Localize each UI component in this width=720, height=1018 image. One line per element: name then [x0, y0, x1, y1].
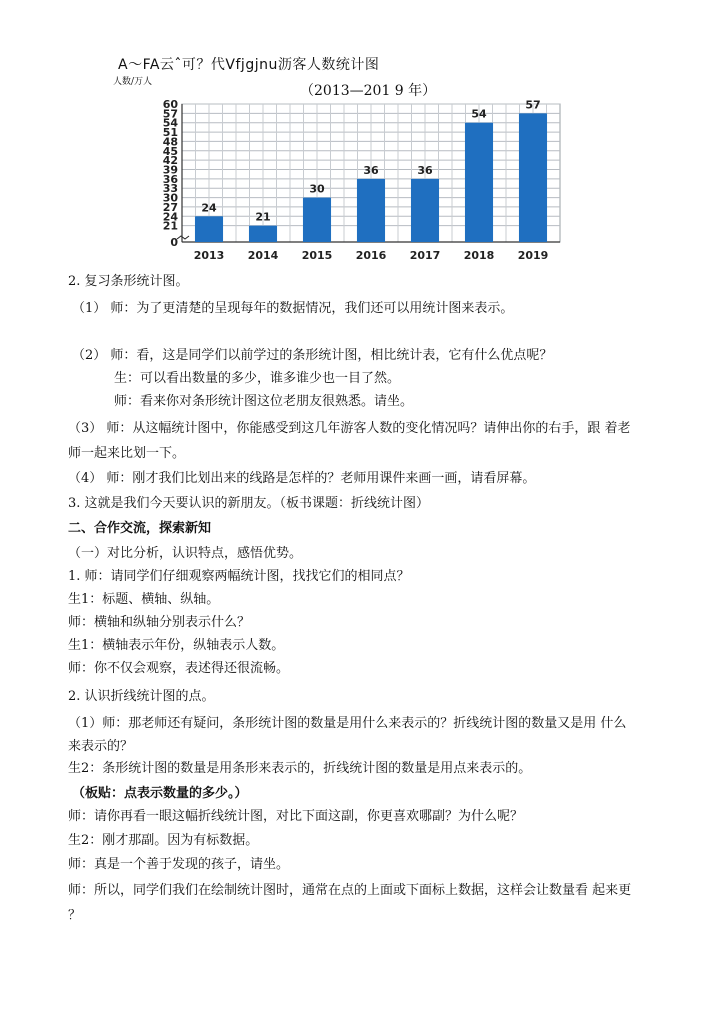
bar-value-label: 57: [525, 98, 541, 112]
text-line: 3. 这就是我们今天要认识的新朋友。（板书课题：折线统计图）: [68, 496, 430, 511]
text-line: 生：可以看出数量的多少，谁多谁少也一目了然。: [114, 371, 401, 386]
text-line: 师一起来比划一下。: [68, 446, 186, 461]
text-line: 师：你不仅会观察，表述得还很流畅。: [68, 661, 290, 676]
text-line: 生2：条形统计图的数量是用条形来表示的，折线统计图的数量是用点来表示的。: [68, 761, 532, 776]
y-tick-label: 27: [162, 200, 178, 214]
x-tick-label: 2018: [463, 249, 495, 262]
text-line: （一）对比分析，认识特点，感悟优势。: [68, 546, 303, 561]
text-line: （3） 师：从这幅统计图中，你能感受到这几年游客人数的变化情况吗？请伸出你的右手，跟 着老: [68, 421, 631, 436]
text-line: 师：所以，同学们我们在绘制统计图时，通常在点的上面或下面标上数据，这样会让数量看 起来更: [68, 883, 632, 898]
bar-value-label: 24: [201, 201, 217, 215]
text-line: 师：真是一个善于发现的孩子，请坐。: [68, 857, 290, 872]
text-line: 1. 师：请同学们仔细观察两幅统计图，找找它们的相同点？: [68, 569, 410, 584]
x-tick-label: 2019: [517, 249, 549, 262]
bar: [195, 216, 223, 242]
y-tick-label: 51: [162, 126, 178, 140]
text-line: 师：横轴和纵轴分别表示什么？: [68, 615, 251, 630]
text-line: 来表示的？: [68, 739, 134, 754]
text-line: 2. 复习条形统计图。: [68, 274, 189, 289]
bar-value-label: 30: [309, 182, 325, 196]
bar: [249, 226, 277, 242]
text-line: （板贴：点表示数量的多少。）: [72, 786, 248, 801]
text-line: 2. 认识折线统计图的点。: [68, 689, 215, 704]
bar: [357, 179, 385, 242]
chart-title: A～FA云ˆ可？代Vfjgjnu沥客人数统计图: [118, 57, 380, 73]
text-line: 生1：标题、横轴、纵轴。: [68, 592, 220, 607]
x-tick-label: 2015: [301, 249, 333, 262]
text-line: （1）师：那老师还有疑问，条形统计图的数量是用什么来表示的？折线统计图的数量又是用 什么: [68, 716, 627, 731]
bar-chart: [128, 96, 568, 268]
y-tick-label: 57: [162, 107, 178, 121]
bar-value-label: 36: [363, 163, 379, 177]
bar: [519, 113, 547, 242]
text-line: （1） 师：为了更清楚的呈现每年的数据情况，我们还可以用统计图来表示。: [72, 301, 514, 316]
text-line: ？: [68, 908, 82, 923]
bar: [465, 123, 493, 242]
y-tick-label: 42: [162, 154, 178, 168]
y-tick-label: 45: [162, 144, 178, 158]
y-tick-label: 0: [170, 236, 178, 249]
y-tick-label: 60: [162, 98, 178, 111]
text-line: 师：请你再看一眼这幅折线统计图，对比下面这副，你更喜欢哪副？为什么呢？: [68, 809, 524, 824]
bar-value-label: 54: [471, 107, 487, 121]
x-tick-label: 2016: [355, 249, 387, 262]
y-tick-label: 21: [162, 219, 178, 233]
y-tick-label: 48: [162, 135, 178, 149]
bar: [411, 179, 439, 242]
text-line: 生2：刚才那副。因为有标数据。: [68, 833, 259, 848]
x-tick-label: 2013: [193, 249, 225, 262]
text-line: 生1：横轴表示年份，纵轴表示人数。: [68, 638, 285, 653]
y-tick-label: 36: [162, 172, 178, 186]
y-tick-label: 30: [162, 191, 178, 205]
bar: [303, 198, 331, 242]
y-tick-label: 24: [162, 210, 178, 224]
chart-subtitle: （2013—201 9 年）: [300, 83, 437, 99]
x-tick-label: 2017: [409, 249, 441, 262]
x-tick-label: 2014: [247, 249, 279, 262]
y-tick-label: 39: [162, 163, 178, 177]
y-axis-label: 人数/万人: [113, 77, 153, 87]
bar-value-label: 21: [255, 210, 271, 224]
bar-value-label: 36: [417, 163, 433, 177]
y-tick-label: 33: [162, 182, 178, 196]
text-line: （4） 师：刚才我们比划出来的线路是怎样的？老师用课件来画一画，请看屏幕。: [68, 471, 536, 486]
text-line: （2） 师：看，这是同学们以前学过的条形统计图，相比统计表，它有什么优点呢？: [72, 348, 553, 363]
text-line: 二、合作交流，探索新知: [68, 521, 212, 536]
y-tick-label: 54: [162, 116, 178, 130]
text-line: 师：看来你对条形统计图这位老朋友很熟悉。请坐。: [114, 394, 414, 409]
